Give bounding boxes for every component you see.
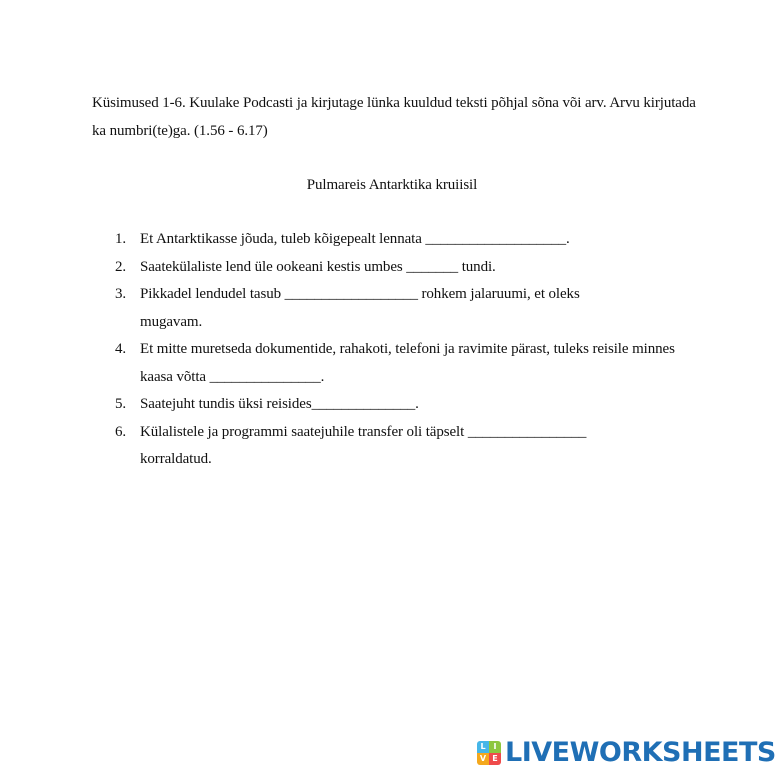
- question-text: Et mitte muretseda dokumentide, rahakoti, telefoni ja ravimite pärast, tuleks reisile minnes kaasa võtta _______________.: [140, 341, 675, 385]
- logo-letter-l: L: [477, 741, 489, 753]
- question-item-4: [110, 336, 685, 391]
- logo-letter-v: V: [477, 753, 489, 765]
- question-number: 2.: [115, 258, 127, 275]
- question-number: 4.: [115, 341, 127, 357]
- liveworksheets-logo-icon: [477, 741, 501, 765]
- question-number: 1.: [115, 231, 127, 247]
- worksheet-title: Pulmareis Antarktika kruiisil: [306, 177, 478, 193]
- question-list: [110, 226, 690, 474]
- brand-text: LIVEWORKSHEETS: [505, 737, 776, 768]
- question-text: Et Antarktikasse jõuda, tuleb kõigepealt lennata ___________________.: [140, 231, 570, 247]
- question-number: 6.: [115, 423, 127, 440]
- question-text: Pikkadel lendudel tasub __________________ rohkem jalaruumi, et oleks mugavam.: [140, 286, 580, 330]
- question-number: 5.: [115, 396, 127, 412]
- question-text: Saatekülaliste lend üle ookeani kestis umbes _______ tundi.: [140, 258, 496, 275]
- question-number: 3.: [115, 286, 127, 302]
- question-item-5: [110, 391, 690, 419]
- question-item-1: [110, 226, 690, 254]
- liveworksheets-watermark: [477, 738, 776, 768]
- question-item-2: [110, 254, 690, 282]
- question-text: Külalistele ja programmi saatejuhile transfer oli täpselt ________________ korraldatud.: [140, 423, 587, 467]
- question-item-6: [110, 419, 640, 474]
- logo-letter-i: I: [489, 741, 501, 753]
- instructions-text: Küsimused 1-6. Kuulake Podcasti ja kirjutage lünka kuuldud teksti põhjal sõna või arv. Arvu kirjutada ka numbri(te)ga. (1.56 - 6.17): [92, 95, 696, 139]
- logo-letter-e: E: [489, 753, 501, 765]
- question-item-3: [110, 281, 645, 336]
- question-text: Saatejuht tundis üksi reisides______________.: [140, 396, 419, 412]
